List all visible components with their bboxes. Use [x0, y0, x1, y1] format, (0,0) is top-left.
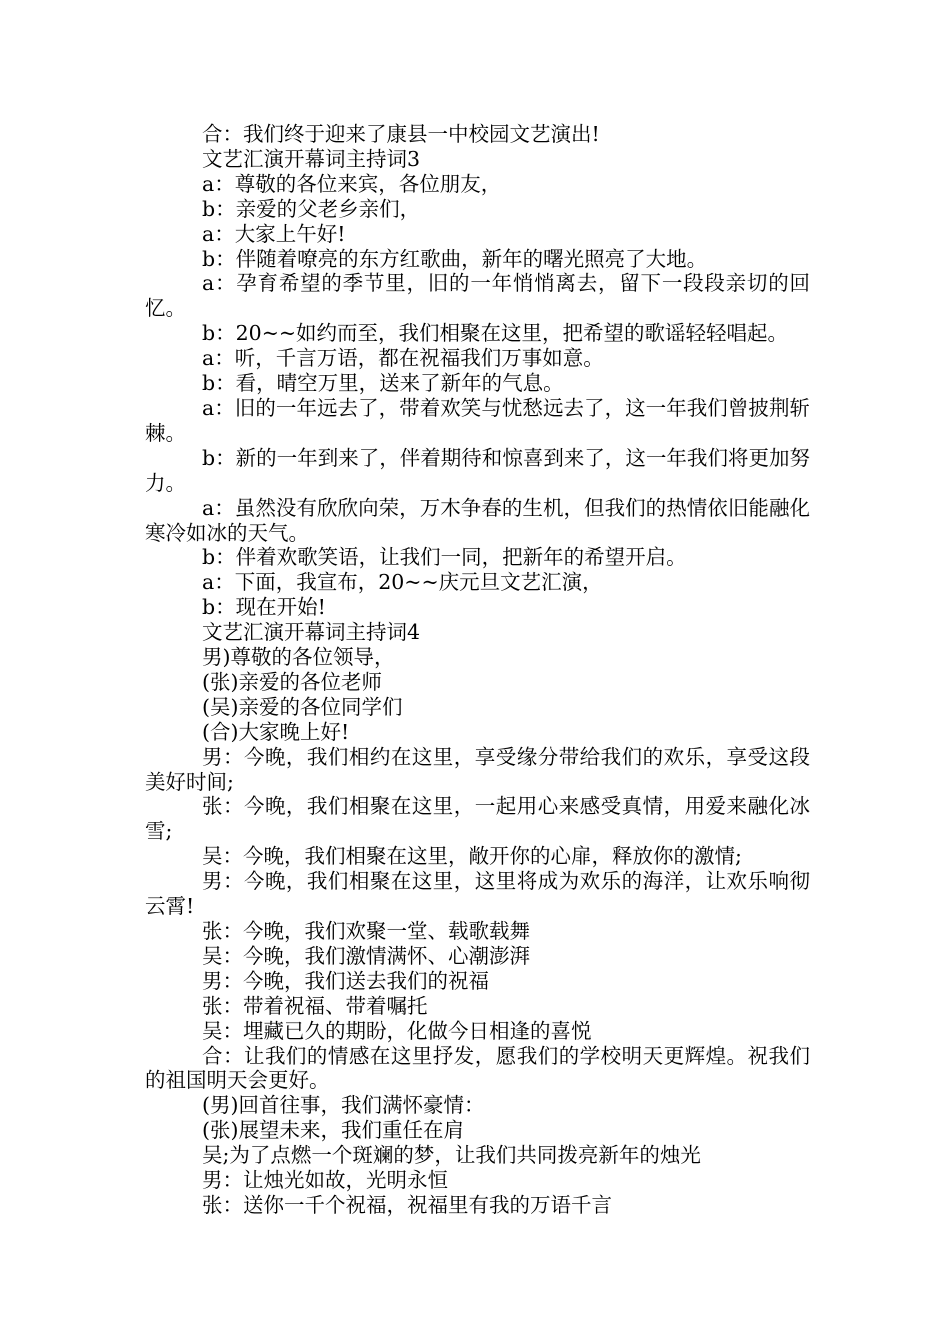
- paragraph: 张：今晚，我们相聚在这里，一起用心来感受真情，用爱来融化冰雪;: [145, 794, 810, 844]
- paragraph: b：亲爱的父老乡亲们，: [202, 196, 421, 221]
- paragraph: a：下面，我宣布，20~~庆元旦文艺汇演，: [202, 570, 603, 595]
- paragraph: a：虽然没有欣欣向荣，万木争春的生机，但我们的热情依旧能融化寒冷如冰的天气。: [145, 495, 810, 545]
- paragraph: b：20~~如约而至，我们相聚在这里，把希望的歌谣轻轻唱起。: [202, 321, 789, 346]
- paragraph: 吴：今晚，我们相聚在这里，敞开你的心扉，释放你的激情;: [202, 844, 742, 869]
- section-heading: 文艺汇演开幕词主持词3: [202, 146, 421, 171]
- paragraph: b：伴随着嘹亮的东方红歌曲，新年的曙光照亮了大地。: [202, 246, 708, 271]
- paragraph: 张：带着祝福、带着嘱托: [202, 993, 428, 1018]
- paragraph: (张)亲爱的各位老师: [202, 669, 382, 694]
- paragraph: b：现在开始!: [202, 595, 326, 620]
- paragraph: (男)回首往事，我们满怀豪情：: [202, 1093, 485, 1118]
- paragraph: (张)展望未来，我们重任在肩: [202, 1118, 464, 1143]
- paragraph: 男：今晚，我们送去我们的祝福: [202, 968, 489, 993]
- paragraph: (吴)亲爱的各位同学们: [202, 694, 403, 719]
- paragraph: 张：送你一千个祝福，祝福里有我的万语千言: [202, 1192, 612, 1217]
- paragraph: b：伴着欢歌笑语，让我们一同，把新年的希望开启。: [202, 545, 687, 570]
- paragraph: 男：今晚，我们相聚在这里，这里将成为欢乐的海洋，让欢乐响彻云霄!: [145, 869, 810, 919]
- paragraph: a：孕育希望的季节里，旧的一年悄悄离去，留下一段段亲切的回忆。: [145, 271, 810, 321]
- paragraph: b：新的一年到来了，伴着期待和惊喜到来了，这一年我们将更加努力。: [145, 445, 810, 495]
- paragraph: 男)尊敬的各位领导，: [202, 645, 395, 670]
- paragraph: 合：让我们的情感在这里抒发，愿我们的学校明天更辉煌。祝我们的祖国明天会更好。: [145, 1043, 810, 1093]
- paragraph: a：尊敬的各位来宾，各位朋友，: [202, 171, 502, 196]
- paragraph: a：大家上午好!: [202, 221, 346, 246]
- paragraph: a：听，千言万语，都在祝福我们万事如意。: [202, 346, 604, 371]
- paragraph: 张：今晚，我们欢聚一堂、载歌载舞: [202, 919, 530, 943]
- paragraph: 吴：埋藏已久的期盼，化做今日相逢的喜悦: [202, 1018, 592, 1043]
- paragraph: b：看，晴空万里，送来了新年的气息。: [202, 371, 564, 396]
- paragraph: 男：今晚，我们相约在这里，享受缘分带给我们的欢乐，享受这段美好时间;: [145, 744, 810, 794]
- paragraph: (合)大家晚上好!: [202, 719, 350, 744]
- paragraph: a：旧的一年远去了，带着欢笑与忧愁远去了，这一年我们曾披荆斩棘。: [145, 395, 810, 445]
- document-body: [145, 122, 810, 1218]
- paragraph: 吴：今晚，我们激情满怀、心潮澎湃: [202, 943, 530, 968]
- section-heading: 文艺汇演开幕词主持词4: [202, 620, 421, 645]
- paragraph: 男：让烛光如故，光明永恒: [202, 1168, 448, 1193]
- paragraph: 合：我们终于迎来了康县一中校园文艺演出!: [202, 122, 600, 146]
- paragraph: 吴;为了点燃一个斑斓的梦，让我们共同拨亮新年的烛光: [202, 1143, 701, 1168]
